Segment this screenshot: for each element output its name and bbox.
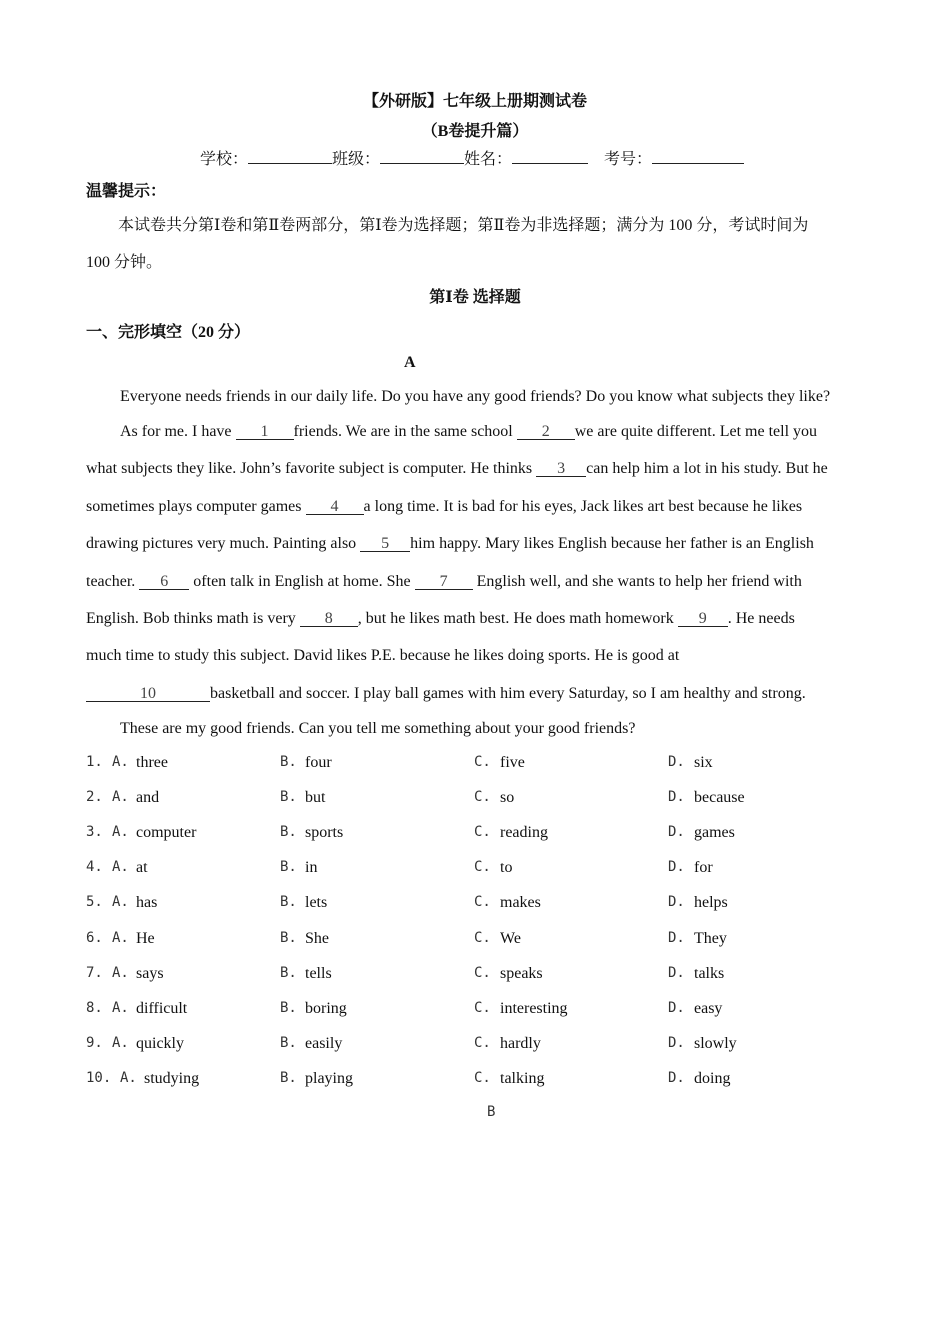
name-input-line[interactable] [512,149,588,164]
passage-line: Everyone needs friends in our daily life. Do you have any good friends? Do you know what subjects they like? [120,388,831,405]
option-c[interactable]: reading [500,824,548,842]
option-letter-c: C. [474,754,491,770]
option-a[interactable]: at [136,859,148,877]
passage-line: As for me. I have 1 friends. We are in the same school 2 we are quite different. Let me tell you [120,423,818,440]
tips-heading: 温馨提示： [86,183,167,200]
option-c[interactable]: We [500,929,521,947]
option-d[interactable]: because [694,789,745,807]
option-b[interactable]: boring [305,999,347,1017]
question-number: 10. [86,1069,112,1086]
passage-line: English. Bob thinks math is very 8 , but he likes math best. He does math homework 9 . He needs [86,610,795,627]
option-letter-c: C. [474,894,491,911]
option-c[interactable]: interesting [500,999,568,1017]
passage-label: A [404,354,416,371]
option-letter-d: D. [668,1034,685,1051]
class-input-line[interactable] [380,149,464,164]
passage-line: These are my good friends. Can you tell me something about your good friends? [120,720,636,737]
question-row [86,859,886,879]
question-row [86,1070,886,1090]
option-d[interactable]: talks [694,964,725,982]
question-row [86,754,886,774]
blank-9[interactable]: 9 [678,611,728,627]
option-letter-c: C. [474,859,491,876]
option-letter-c: C. [474,824,491,841]
option-b[interactable]: but [305,789,326,807]
option-letter-a: A. [112,894,129,911]
option-a[interactable]: three [136,754,168,771]
class-label: 班级： [332,151,381,168]
blank-2[interactable]: 2 [517,424,575,440]
option-d[interactable]: helps [694,894,728,912]
option-letter-b: B. [280,999,297,1016]
question-row [86,930,886,950]
question-row [86,1000,886,1020]
question-number: 4. [86,859,103,876]
option-letter-d: D. [668,789,685,806]
part-one-title: 第Ⅰ卷 选择题 [429,289,521,306]
option-a[interactable]: difficult [136,999,188,1017]
option-letter-d: D. [668,754,685,770]
option-d[interactable]: doing [694,1069,731,1087]
option-letter-c: C. [474,964,491,981]
option-letter-c: C. [474,1069,491,1086]
next-passage-label: B [487,1104,496,1120]
option-d[interactable]: for [694,859,713,877]
passage-line: what subjects they like. John’s favorite subject is computer. He thinks 3 can help him a lot in his study. But he [86,460,828,477]
option-letter-b: B. [280,859,297,876]
option-letter-d: D. [668,894,685,911]
option-a[interactable]: has [136,894,158,912]
question-number: 6. [86,929,103,946]
tips-text-line2: 100 分钟。 [86,254,163,271]
option-letter-b: B. [280,1034,297,1051]
option-letter-d: D. [668,1069,685,1086]
option-b[interactable]: easily [305,1034,343,1052]
option-letter-a: A. [120,1069,137,1086]
option-letter-a: A. [112,859,129,876]
exam-number-label: 考号： [604,151,653,168]
option-letter-d: D. [668,859,685,876]
option-a[interactable]: and [136,789,160,807]
option-d[interactable]: They [694,929,727,947]
option-d[interactable]: easy [694,999,723,1017]
blank-5[interactable]: 5 [360,536,410,552]
name-label: 姓名： [464,151,513,168]
question-row [86,894,886,914]
option-b[interactable]: in [305,859,318,877]
tips-text-line1: 本试卷共分第Ⅰ卷和第Ⅱ卷两部分，第Ⅰ卷为选择题；第Ⅱ卷为非选择题；满分为 100 分，考试时间为 [118,217,809,234]
option-letter-b: B. [280,754,297,770]
student-info-fields [200,146,744,169]
question-number: 1. [86,754,103,770]
question-row [86,789,886,809]
school-label: 学校： [200,151,249,168]
option-letter-a: A. [112,929,129,946]
blank-7[interactable]: 7 [415,574,473,590]
option-b[interactable]: sports [305,824,344,842]
option-letter-c: C. [474,929,491,946]
option-letter-d: D. [668,824,685,841]
option-c[interactable]: speaks [500,964,543,982]
question-number: 9. [86,1034,103,1051]
option-letter-a: A. [112,964,129,981]
option-b[interactable]: She [305,929,329,947]
question-row [86,1035,886,1055]
option-letter-b: B. [280,929,297,946]
blank-8[interactable]: 8 [300,611,358,627]
passage-line: 10 basketball and soccer. I play ball games with him every Saturday, so I am healthy and strong. [86,685,876,703]
question-number: 5. [86,894,103,911]
blank-6[interactable]: 6 [139,574,189,590]
passage-line: sometimes plays computer games 4 a long time. It is bad for his eyes, Jack likes art best because he likes [86,498,803,515]
option-b[interactable]: tells [305,964,332,982]
option-d[interactable]: games [694,824,735,842]
option-letter-c: C. [474,1034,491,1051]
option-letter-d: D. [668,964,685,981]
option-letter-d: D. [668,929,685,946]
blank-1[interactable]: 1 [236,424,294,440]
exam-number-input-line[interactable] [652,149,744,164]
option-letter-a: A. [112,999,129,1016]
option-b[interactable]: playing [305,1069,353,1087]
option-c[interactable]: talking [500,1069,545,1087]
option-letter-d: D. [668,999,685,1016]
option-c[interactable]: hardly [500,1034,541,1052]
blank-10[interactable]: 10 [86,686,210,702]
option-c[interactable]: makes [500,894,541,912]
exam-title: 【外研版】七年级上册期测试卷 [362,93,587,110]
option-letter-b: B. [280,1069,297,1086]
exam-subtitle: （B卷提升篇） [421,123,529,140]
question-number: 8. [86,999,103,1016]
option-a[interactable]: studying [144,1069,200,1087]
option-letter-b: B. [280,824,297,841]
option-letter-a: A. [112,824,129,841]
question-number: 2. [86,789,103,806]
option-a[interactable]: computer [136,824,197,842]
option-d[interactable]: six [694,754,713,771]
question-row [86,965,886,985]
option-a[interactable]: quickly [136,1034,184,1052]
option-letter-a: A. [112,754,129,770]
question-number: 3. [86,824,103,841]
blank-4[interactable]: 4 [306,499,364,515]
option-a[interactable]: He [136,929,155,947]
section-heading: 一、完形填空（20 分） [86,324,251,341]
option-b[interactable]: lets [305,894,328,912]
option-c[interactable]: so [500,789,515,807]
option-letter-c: C. [474,789,491,806]
option-letter-a: A. [112,789,129,806]
option-letter-b: B. [280,789,297,806]
option-letter-b: B. [280,964,297,981]
passage-line: drawing pictures very much. Painting also 5 him happy. Mary likes English because her father is an English [86,535,814,552]
passage-line: teacher. 6 often talk in English at home. She 7 English well, and she wants to help her friend with [86,573,802,590]
question-number: 7. [86,964,103,981]
option-d[interactable]: slowly [694,1034,737,1052]
option-c[interactable]: to [500,859,513,877]
option-letter-a: A. [112,1034,129,1051]
school-input-line[interactable] [248,149,332,164]
option-a[interactable]: says [136,964,164,982]
option-c[interactable]: five [500,754,525,771]
option-letter-b: B. [280,894,297,911]
blank-3[interactable]: 3 [536,461,586,477]
option-letter-c: C. [474,999,491,1016]
passage-line: much time to study this subject. David likes P.E. because he likes doing sports. He is good at [86,647,680,664]
question-row [86,824,886,844]
option-b[interactable]: four [305,754,332,771]
